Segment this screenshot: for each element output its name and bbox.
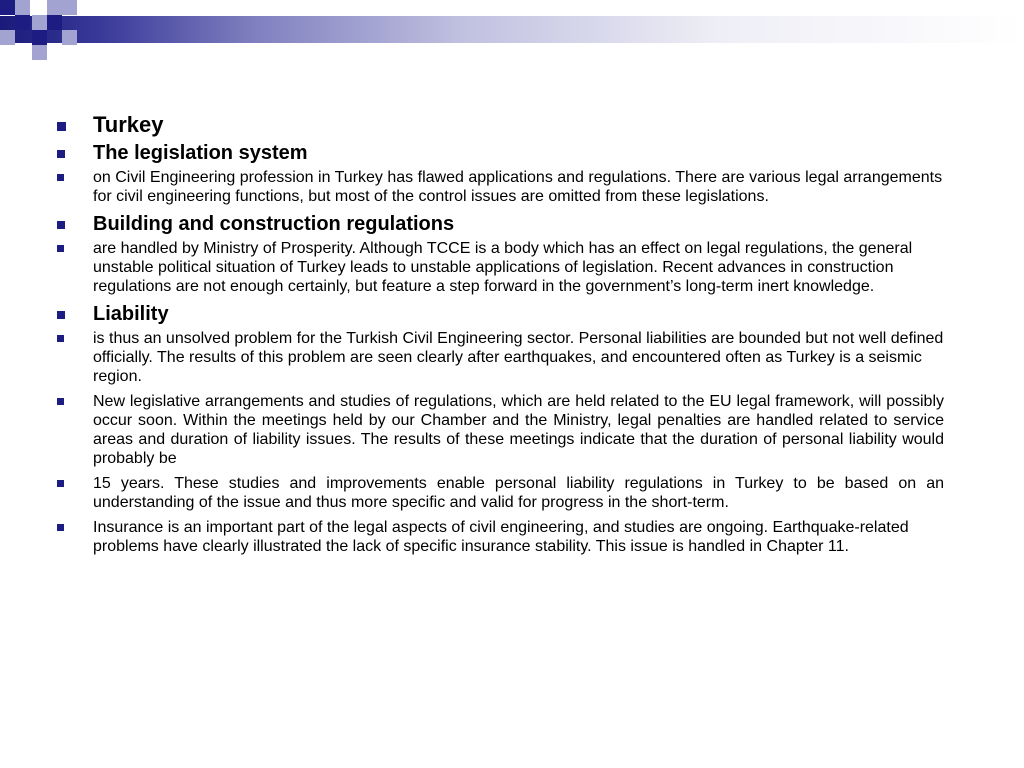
decor-square [62, 30, 77, 45]
decor-square [47, 15, 62, 30]
paragraph: New legislative arrangements and studies of regulations, which are held related to the EU legal framework, will possibly occur soon. Within the meetings held by our Chamber and the Ministry, legal penalties are handled related to service areas and duration of liability issues. The results of these meetings indicate that the duration of personal liability would probably be [93, 393, 944, 467]
list-item [54, 212, 944, 236]
decor-square [0, 30, 15, 45]
heading-legislation-system: The legislation system [93, 142, 308, 164]
square-bullet-icon [57, 311, 65, 319]
bullet-list [54, 112, 944, 562]
square-bullet-icon [57, 524, 64, 531]
decor-square [32, 45, 47, 60]
list-item [54, 302, 944, 326]
list-item [54, 329, 944, 386]
decor-square [15, 15, 30, 30]
square-bullet-icon [57, 398, 64, 405]
paragraph: 15 years. These studies and improvements enable personal liability regulations in Turkey to be based on an understanding of the issue and thus more specific and valid for progress in the short-term. [93, 475, 944, 511]
paragraph: on Civil Engineering profession in Turkey has flawed applications and regulations. There are various legal arrangements for civil engineering functions, but most of the control issues are omitted from these legislations. [93, 169, 943, 205]
list-item [54, 141, 944, 165]
square-bullet-icon [57, 245, 64, 252]
heading-liability: Liability [93, 303, 169, 325]
decor-square [62, 0, 77, 15]
header-gradient-bar [0, 16, 1024, 43]
paragraph: Insurance is an important part of the legal aspects of civil engineering, and studies are ongoing. Earthquake-related problems have clearly illustrated the lack of specific insurance stability. This issue is handled in Chapter 11. [93, 519, 909, 555]
list-item [54, 474, 944, 512]
square-bullet-icon [57, 174, 64, 181]
decor-square [47, 0, 62, 15]
decor-square [32, 30, 47, 45]
heading-turkey: Turkey [93, 112, 164, 137]
square-bullet-icon [57, 221, 65, 229]
list-item [54, 518, 944, 556]
square-bullet-icon [57, 122, 66, 131]
decor-square [0, 0, 15, 15]
decor-square [32, 15, 47, 30]
list-item [54, 112, 944, 138]
square-bullet-icon [57, 480, 64, 487]
list-item [54, 392, 944, 468]
paragraph: is thus an unsolved problem for the Turkish Civil Engineering sector. Personal liabilities are bounded but not well defined officially. The results of this problem are seen clearly after earthquakes, and encountered often as Turkey is a seismic region. [93, 330, 944, 385]
paragraph: are handled by Ministry of Prosperity. Although TCCE is a body which has an effect on legal regulations, the general unstable political situation of Turkey leads to unstable applications of legislation. Recent advances in construction regulations are not enough certainly, but feature a step forward in the government’s long-term inert knowledge. [93, 240, 913, 295]
square-bullet-icon [57, 335, 64, 342]
list-item [54, 239, 944, 296]
square-bullet-icon [57, 150, 65, 158]
heading-building-regulations: Building and construction regulations [93, 213, 455, 235]
decor-square [15, 0, 30, 15]
list-item [54, 168, 944, 206]
